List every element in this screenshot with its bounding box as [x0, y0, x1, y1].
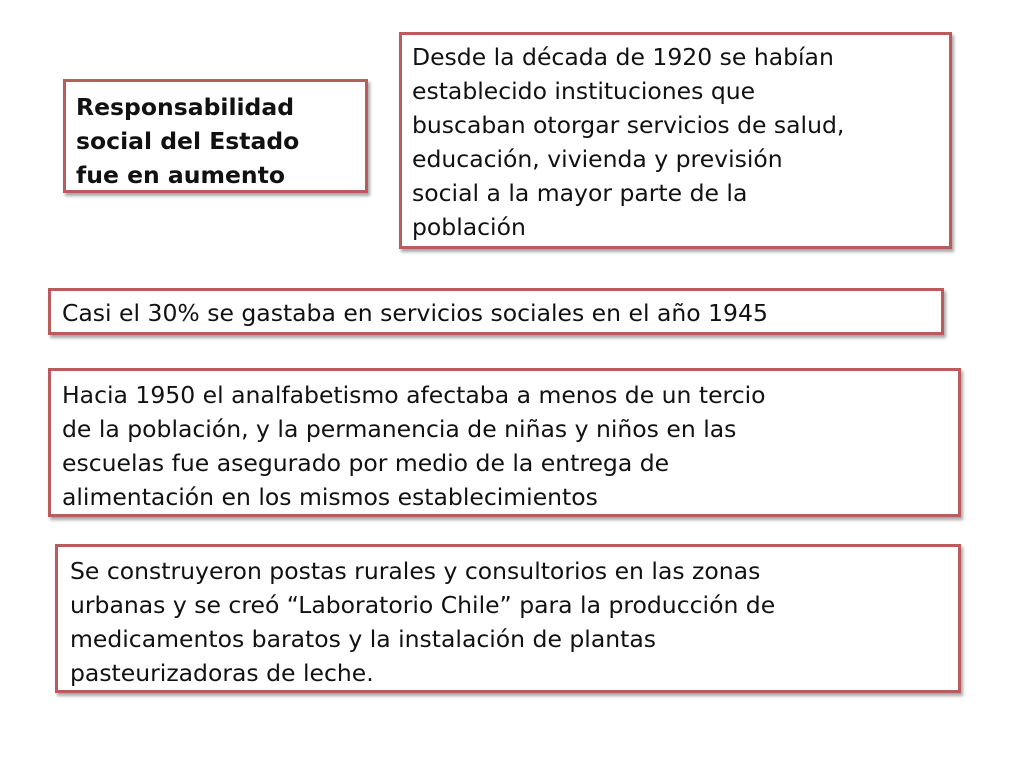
health-line-4: pasteurizadoras de leche. — [70, 659, 374, 687]
institutions-line-5: social a la mayor parte de la — [412, 179, 748, 207]
literacy-line-1: Hacia 1950 el analfabetismo afectaba a menos de un tercio — [62, 381, 766, 409]
spending-text-box — [48, 288, 944, 335]
health-line-3: medicamentos baratos y la instalación de plantas — [70, 625, 656, 653]
title-line-3: fue en aumento — [76, 161, 286, 189]
institutions-text-box — [399, 32, 952, 249]
institutions-line-2: establecido instituciones que — [412, 77, 756, 105]
health-line-2: urbanas y se creó “Laboratorio Chile” para la producción de — [70, 591, 776, 619]
spending-line: Casi el 30% se gastaba en servicios sociales en el año 1945 — [62, 299, 768, 327]
literacy-line-2: de la población, y la permanencia de niñas y niños en las — [62, 415, 737, 443]
institutions-line-1: Desde la década de 1920 se habían — [412, 43, 834, 71]
institutions-line-3: buscaban otorgar servicios de salud, — [412, 111, 845, 139]
institutions-line-6: población — [412, 213, 526, 241]
health-line-1: Se construyeron postas rurales y consultorios en las zonas — [70, 557, 761, 585]
literacy-text-box — [48, 368, 961, 517]
health-text-box — [55, 544, 961, 693]
title-line-1: Responsabilidad — [76, 93, 295, 121]
literacy-line-4: alimentación en los mismos establecimientos — [62, 483, 598, 511]
title-line-2: social del Estado — [76, 127, 300, 155]
institutions-line-4: educación, vivienda y previsión — [412, 145, 783, 173]
literacy-line-3: escuelas fue asegurado por medio de la entrega de — [62, 449, 670, 477]
title-text-box — [63, 79, 368, 193]
